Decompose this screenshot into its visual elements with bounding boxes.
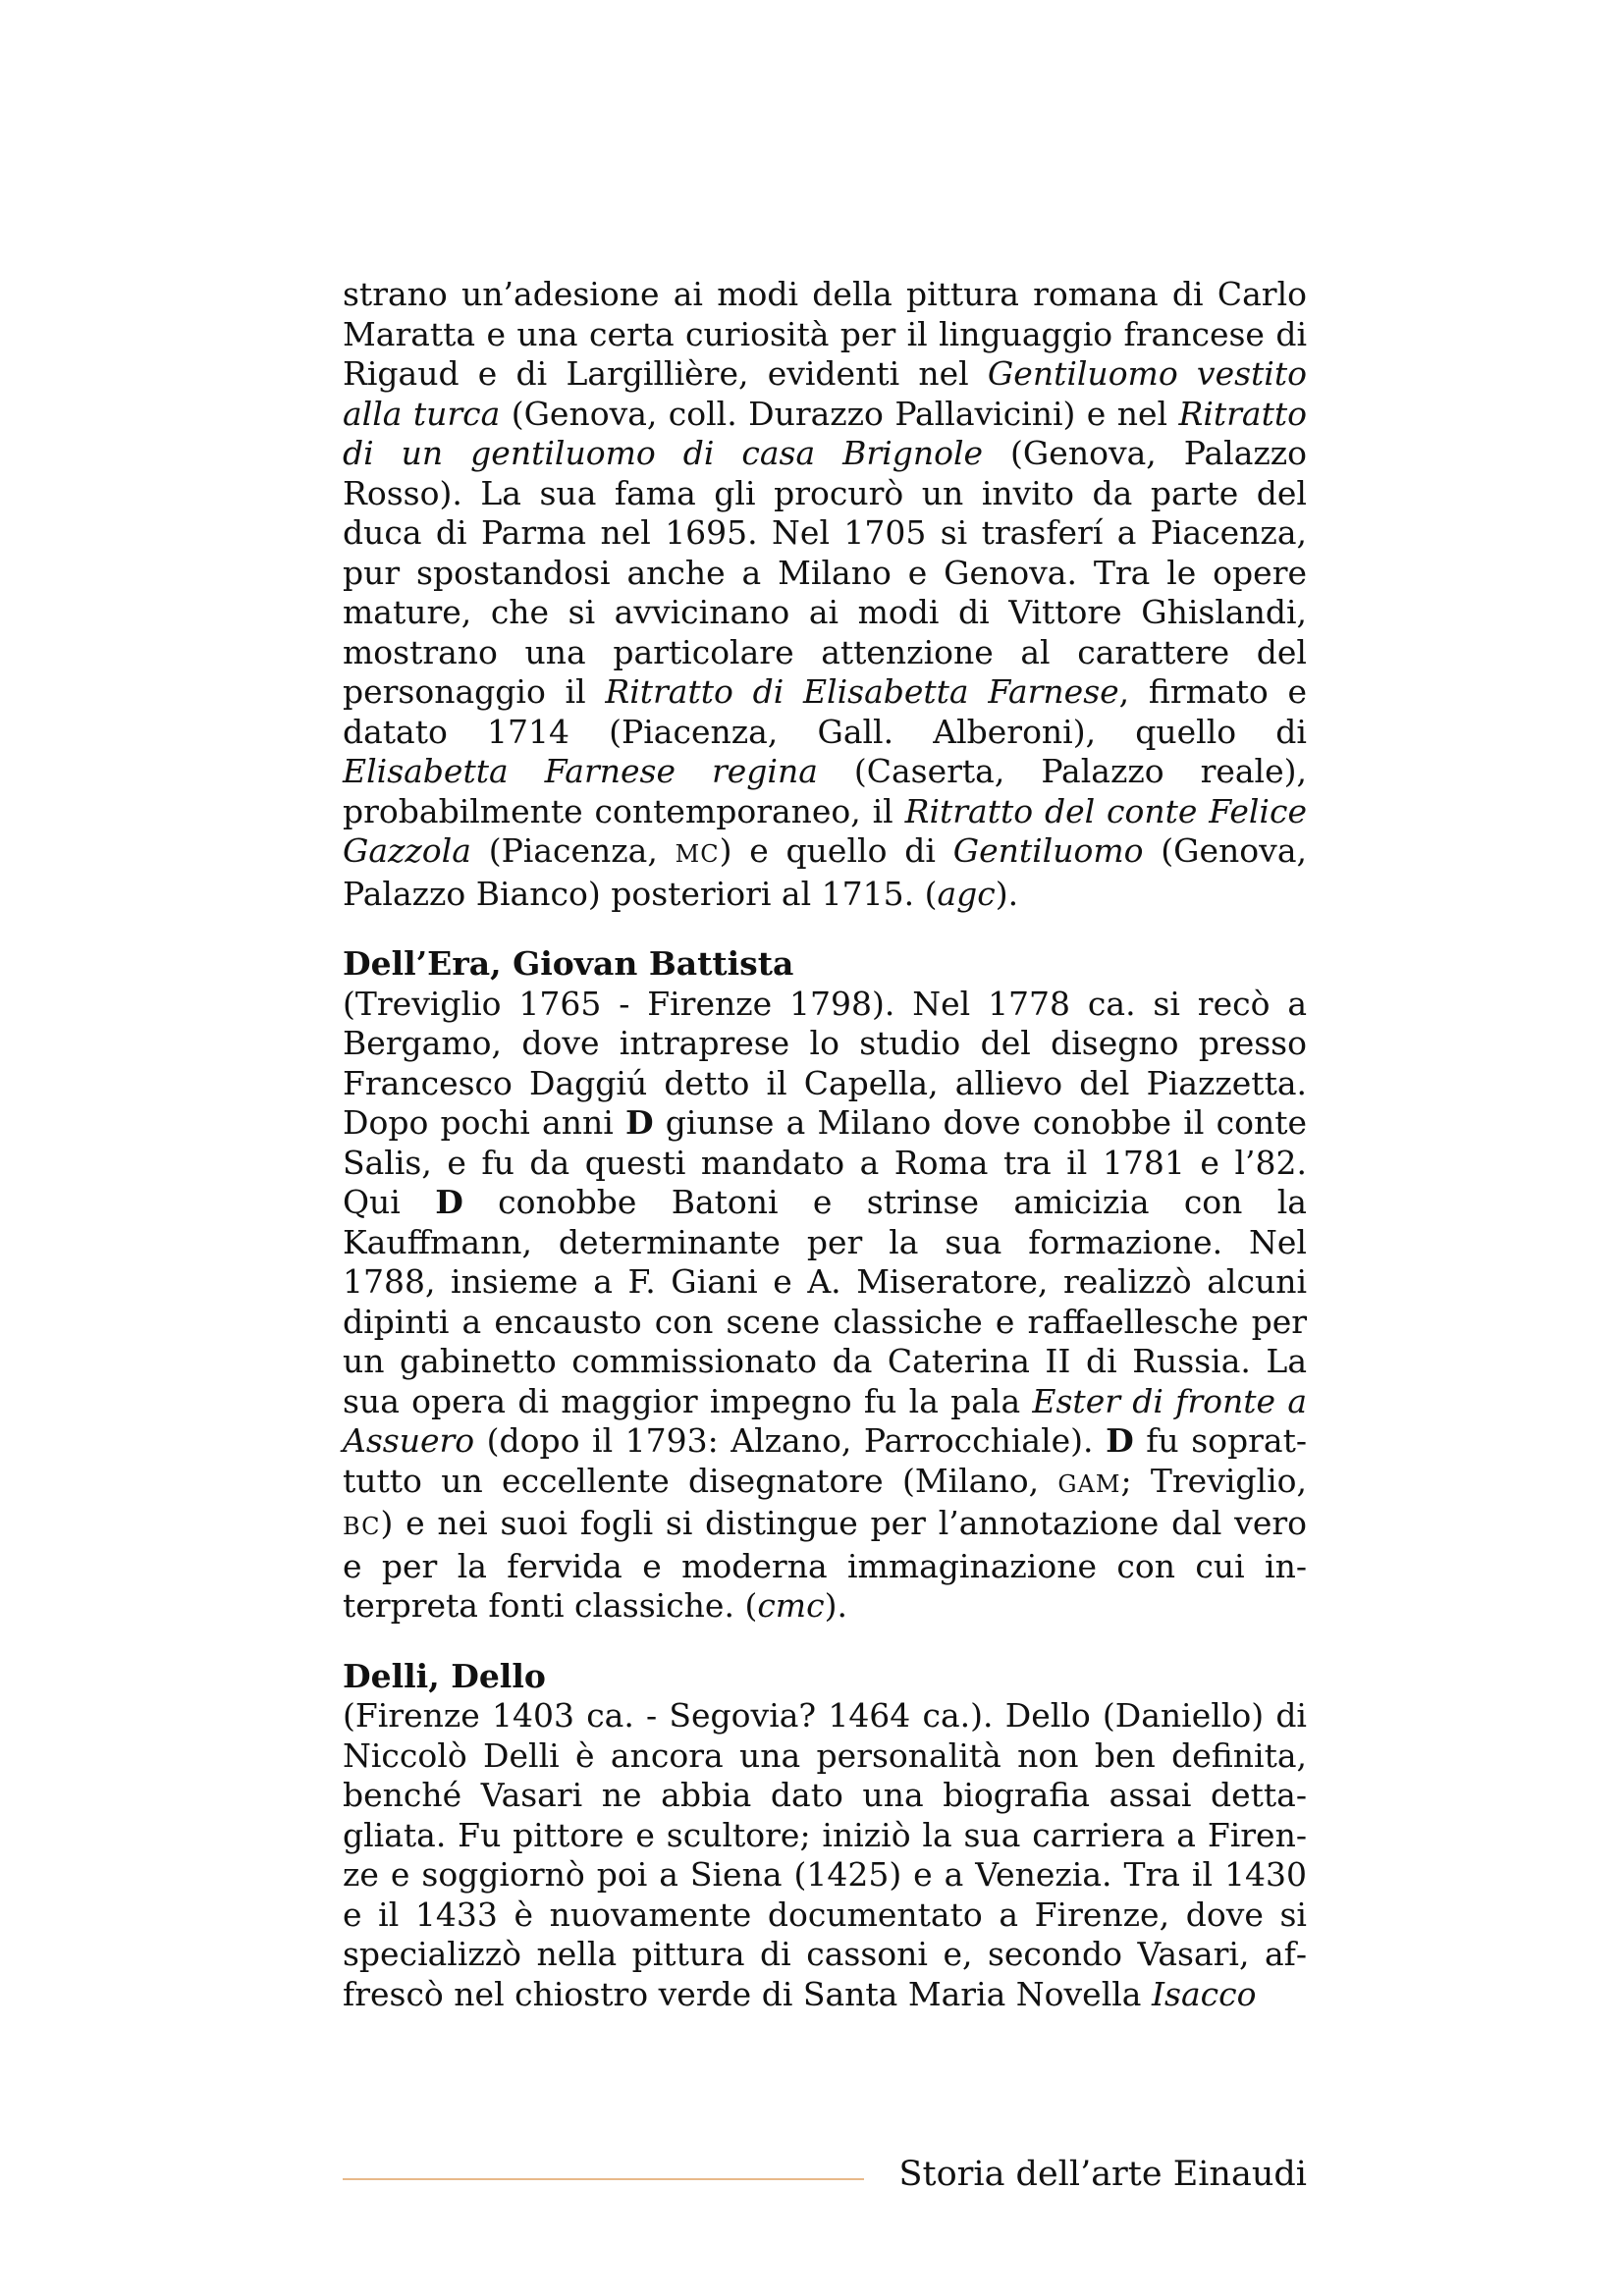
artwork-title: Gentiluomo vestito alla turca (343, 354, 1307, 433)
author-initials: agc (937, 874, 996, 913)
entry-initial: D (1106, 1421, 1134, 1460)
artwork-title: Elisabetta Farnese regina (343, 752, 818, 790)
entry-initial: D (624, 1103, 654, 1142)
text-run: (Treviglio 1765 - Firenze 1798). Nel 1778 ca. si recò a Bergamo, dove intraprese lo studio del disegno presso Francesco Daggiú detto il Capella, allievo del Piazzetta. Dopo pochi anni (343, 984, 1307, 1142)
artwork-title: Ritratto del conte Felice Gazzola (343, 791, 1307, 870)
author-initials: cmc (757, 1586, 825, 1625)
text-run: (dopo il 1793: Alzano, Parrocchiale). (474, 1421, 1107, 1460)
artwork-title: Ester di fronte a Assuero (343, 1381, 1308, 1460)
entry-initial: D (435, 1183, 463, 1221)
artwork-title: Ritratto di Elisabetta Farnese (605, 672, 1119, 711)
abbreviation: MC (675, 840, 720, 868)
entry-heading: Dell’Era, Giovan Battista (343, 944, 794, 983)
text-run: (Firenze 1403 ca. - Segovia? 1464 ca.). Dello (Daniello) di Niccolò Delli è ancora una personalità non ben definita, benché Vasari ne abbia dato una biografia assai dettagliata. Fu pittore e scultore; iniziò la sua carriera a Firenze e soggiornò poi a Siena (1425) e a Venezia. Tra il 1430 e il 1433 è nuovamente documentato a Firenze, dove si specializzò nella pittura di cassoni e, secondo Vasari, affrescò nel chiostro verde di Santa Maria Novella (343, 1696, 1307, 2013)
text-run: conobbe Batoni e strinse amicizia con la Kauffmann, determinante per la sua formazione. Nel 1788, insieme a F. Giani e A. Miseratore, realizzò alcuni dipinti a encausto con scene classiche e raffaellesche per un gabinetto commissionato da Caterina II di Russia. La sua opera di maggior impegno fu la pala (343, 1183, 1307, 1420)
text-run: (Caserta, Palazzo reale), probabilmente contemporaneo, il (343, 752, 1307, 830)
artwork-title: Gentiluomo (952, 831, 1144, 870)
abbreviation: GAM (1057, 1469, 1121, 1498)
text-run: ; Treviglio, (1120, 1461, 1307, 1500)
entry-heading: Delli, Dello (343, 1656, 546, 1695)
footer-title: Storia dell’arte Einaudi (898, 2155, 1307, 2194)
text-run: giunse a Milano dove conobbe il conte Salis, e fu da questi mandato a Roma tra il 1781 e l’82. Qui (343, 1103, 1307, 1221)
text-run: (Piacenza, (470, 831, 676, 870)
entry-body (343, 1696, 1307, 2014)
abbreviation: BC (343, 1513, 381, 1540)
text-run: (Genova, Palazzo Rosso). La sua fama gli procurò un invito da parte del duca di Parma nel 1695. Nel 1705 si trasferí a Piacenza, pur spostandosi anche a Milano e Genova. Tra le opere mature, che si avvicinano ai modi di Vittore Ghislandi, mostrano una particolare attenzione al carattere del personaggio il (343, 434, 1308, 711)
text-run: (Genova, coll. Durazzo Pallavicini) e nel (500, 394, 1179, 433)
paragraph-continuation (343, 275, 1307, 914)
text-run: ) e nei suoi fogli si distingue per l’annotazione dal vero e per la fervida e moderna immaginazione con cui interpreta fonti classiche. ( (343, 1504, 1307, 1625)
text-run: , firmato e datato 1714 (Piacenza, Gall. Alberoni), quello di (343, 672, 1307, 751)
text-run: ) e quello di (719, 831, 953, 870)
text-run: ). (824, 1586, 847, 1625)
footer-rule (343, 2178, 864, 2180)
text-run: (Genova, Palazzo Bianco) posteriori al 1715. ( (343, 831, 1307, 913)
artwork-title: Isacco (1151, 1974, 1257, 2013)
artwork-title: Ritratto di un gentiluomo di casa Brignole (343, 394, 1307, 472)
entry-body (343, 985, 1307, 1627)
text-run: fu soprattutto un eccellente disegnatore (Milano, (343, 1421, 1307, 1500)
text-run: strano un’adesione ai modi della pittura romana di Carlo Maratta e una certa curiosità per il linguaggio francese di Rigaud e di Largillière, evidenti nel (343, 275, 1307, 393)
text-column (343, 275, 1307, 2014)
text-run: ). (995, 874, 1019, 913)
